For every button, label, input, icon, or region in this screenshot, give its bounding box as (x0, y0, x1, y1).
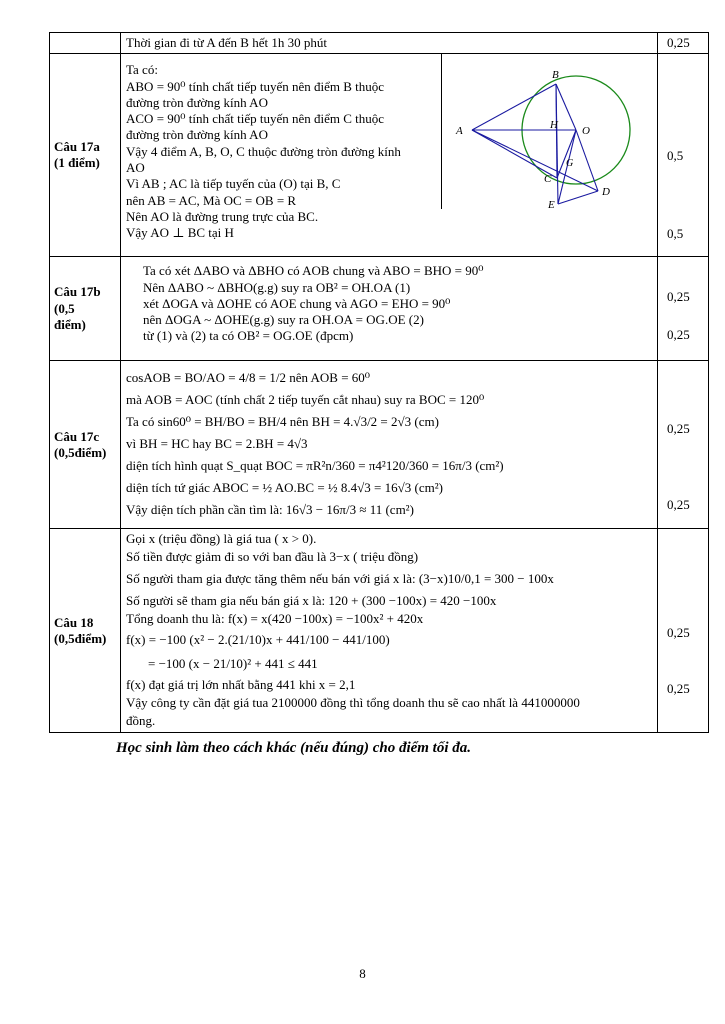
answer-line: AO (126, 160, 145, 176)
answer-line: cosAOB = BO/AO = 4/8 = 1/2 nên AOB = 60⁰ (126, 370, 370, 386)
answer-line: f(x) đạt giá trị lớn nhất bằng 441 khi x = 2,1 (126, 677, 356, 693)
table-row (50, 33, 709, 54)
answer-line: Ta có xét ΔABO và ΔBHO có AOB chung và ABO = BHO = 90⁰ (143, 263, 484, 279)
score-value: 0,25 (667, 421, 690, 437)
answer-line: xét ΔOGA và ΔOHE có AOE chung và AGO = EHO = 90⁰ (143, 295, 451, 311)
answer-line: Số tiền được giảm đi so với ban đầu là 3−x ( triệu đồng) (126, 549, 419, 565)
answer-line: Vì AB ; AC là tiếp tuyến của (O) tại B, C (126, 176, 341, 192)
geometry-figure (441, 54, 657, 209)
question-label: Câu 18 (0,5điểm) (50, 529, 121, 733)
score-value: 0,25 (667, 625, 690, 641)
answer-line: nên ΔOGA ~ ΔOHE(g.g) suy ra OH.OA = OG.OE (2) (143, 312, 424, 328)
answer-line: Ta có: (126, 62, 158, 78)
label-d: D (602, 186, 610, 199)
label-c: C (544, 173, 552, 186)
score-value: 0,25 (667, 35, 690, 50)
label-h: H (550, 119, 558, 132)
score-value: 0,25 (667, 497, 690, 513)
answer-content (121, 257, 658, 361)
label-b: B (552, 69, 559, 82)
label-g: G (566, 158, 574, 170)
answer-line: nên AB = AC, Mà OC = OB = R (126, 192, 297, 208)
table-row (50, 54, 709, 257)
table-row (50, 257, 709, 361)
answer-line: diện tích tứ giác ABOC = ½ AO.BC = ½ 8.4√3 = 16√3 (cm²) (126, 480, 443, 496)
table-row (50, 361, 709, 529)
answer-line: Nên AO là đường trung trực của BC. (126, 208, 319, 224)
answer-line: Nên ΔABO ~ ΔBHO(g.g) suy ra OB² = OH.OA (1) (143, 279, 411, 295)
answer-line: ABO = 90⁰ tính chất tiếp tuyến nên điểm B thuộc (126, 78, 385, 94)
answer-table (49, 32, 709, 733)
answer-line: Số người tham gia được tăng thêm nếu bán với giá x là: (3−x)10/0,1 = 300 − 100x (126, 571, 554, 587)
score-value: 0,5 (667, 226, 684, 242)
answer-line: f(x) = −100 (x² − 2.(21/10)x + 441/100 − 441/100) (126, 632, 390, 648)
score-value: 0,25 (667, 681, 690, 697)
answer-line: Ta có sin60⁰ = BH/BO = BH/4 nên BH = 4.√3/2 = 2√3 (cm) (126, 414, 439, 430)
answer-line: mà AOB = AOC (tính chất 2 tiếp tuyến cắt nhau) suy ra BOC = 120⁰ (126, 392, 485, 408)
answer-line: đường tròn đường kính AO (126, 127, 268, 143)
answer-line: Số người sẽ tham gia nếu bán giá x là: 120 + (300 −100x) = 420 −100x (126, 593, 497, 609)
answer-line: vì BH = HC hay BC = 2.BH = 4√3 (126, 436, 308, 452)
question-label (50, 33, 121, 54)
table-row (50, 529, 709, 733)
answer-line: Vậy diện tích phần cần tìm là: 16√3 − 16π/3 ≈ 11 (cm²) (126, 502, 414, 518)
answer-line: đồng. (126, 713, 156, 729)
answer-content (121, 54, 658, 257)
question-label: Câu 17a (1 điểm) (50, 54, 121, 257)
score-cell (658, 54, 709, 257)
segment-bo (556, 84, 576, 130)
segment-ac (472, 130, 557, 178)
question-label: Câu 17b (0,5 điểm) (50, 257, 121, 361)
question-label: Câu 17c (0,5điểm) (50, 361, 121, 529)
score-cell (658, 33, 709, 54)
score-value: 0,5 (667, 148, 684, 164)
answer-line: diện tích hình quạt S_quạt BOC = πR²n/360 = π4²120/360 = 16π/3 (cm²) (126, 458, 504, 474)
segment-ab (472, 84, 556, 130)
score-cell (658, 529, 709, 733)
label-a: A (456, 125, 463, 138)
answer-content (121, 361, 658, 529)
answer-line: Thời gian đi từ A đến B hết 1h 30 phút (126, 35, 327, 50)
answer-line: Vậy AO ⊥ BC tại H (126, 225, 234, 241)
answer-line: ACO = 90⁰ tính chất tiếp tuyến nên điểm C thuộc (126, 111, 385, 127)
score-cell (658, 257, 709, 361)
answer-line: đường tròn đường kính AO (126, 94, 268, 110)
label-o: O (582, 125, 590, 138)
score-value: 0,25 (667, 327, 690, 343)
answer-content (121, 529, 658, 733)
page-number: 8 (359, 966, 366, 981)
answer-line: Gọi x (triệu đồng) là giá tua ( x > 0). (126, 531, 317, 547)
answer-line: = −100 (x − 21/10)² + 441 ≤ 441 (148, 656, 318, 672)
score-value: 0,25 (667, 289, 690, 305)
answer-content (121, 33, 658, 54)
answer-line: Vậy 4 điểm A, B, O, C thuộc đường tròn đường kính (126, 143, 401, 159)
answer-line: từ (1) và (2) ta có OB² = OG.OE (đpcm) (143, 328, 354, 344)
answer-line: Tổng doanh thu là: f(x) = x(420 −100x) = −100x² + 420x (126, 611, 424, 627)
answer-line: Vậy công ty cần đặt giá tua 2100000 đồng thì tổng doanh thu sẽ cao nhất là 441000000 (126, 695, 580, 711)
label-e: E (548, 199, 555, 210)
footer-note: Học sinh làm theo cách khác (nếu đúng) cho điểm tối đa. (116, 740, 472, 756)
segment-ed (558, 191, 598, 204)
score-cell (658, 361, 709, 529)
